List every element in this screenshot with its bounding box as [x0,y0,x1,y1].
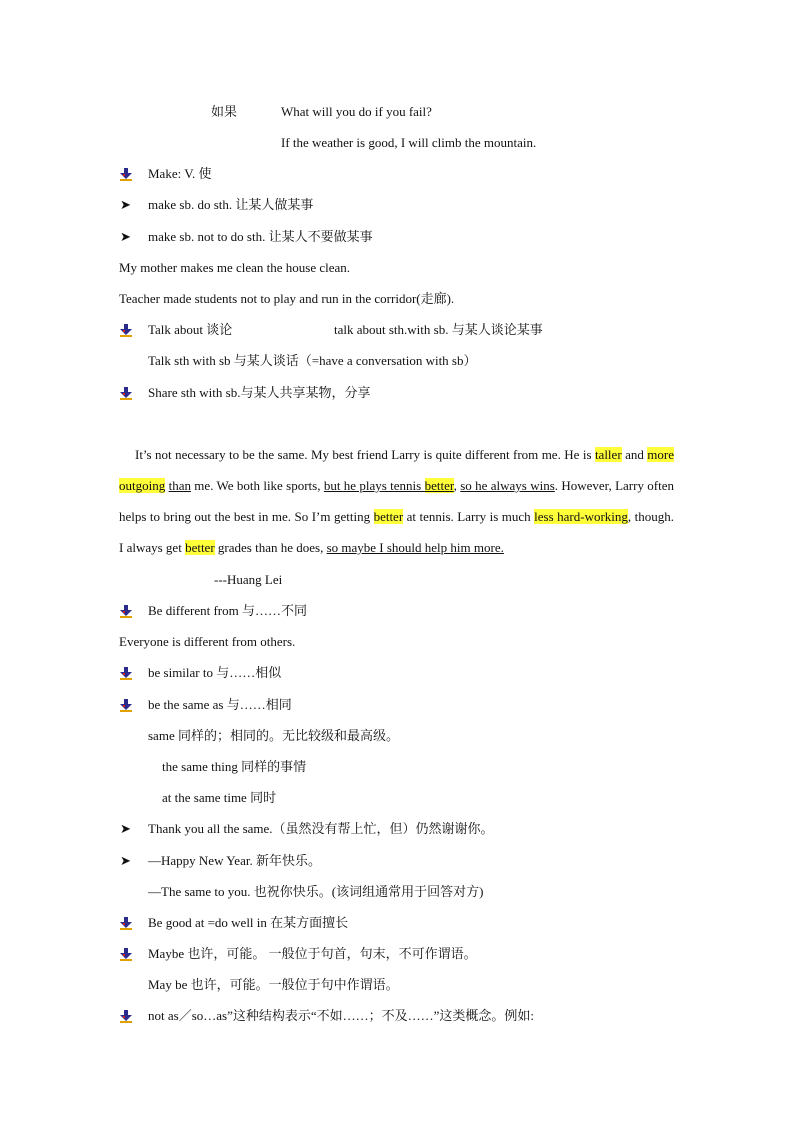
passage-text: , though. I always get [119,509,674,555]
arrow-bullet-icon: ➤ [120,229,131,244]
highlight-less-hard-working: less hard-working [534,509,628,524]
underline-maybe: so maybe I should help him more. [326,540,504,555]
bullet-icon [119,324,133,338]
ruguo-heading: 如果 [211,104,238,119]
thanks-same: Thank you all the same.（虽然没有帮上忙，但）仍然谢谢你。 [148,821,494,836]
notas-title: not as／so…as”这种结构表示“不如……；不及……”这类概念。例如: [148,1008,535,1023]
passage-text: , [453,478,461,493]
passage-text: . However, Larry often helps to bring out the best in me. So I’m getting [119,478,674,524]
talk-title: Talk about 谈论 [148,322,233,337]
passage-text: grades than he does, [214,540,327,555]
passage-text: It’s not necessary to be the same. My best friend Larry is quite different from me. He is [135,447,595,462]
highlight-better-2: better [373,509,404,524]
maybe-line-1: Maybe 也许，可能。 一般位于句首，句末，不可作谓语。 [148,946,477,961]
highlight-more-outgoing: more outgoing [119,447,674,493]
highlight-better-3: better [185,540,215,555]
make-example-1: My mother makes me clean the house clean. [119,260,351,275]
make-example-2: Teacher made students not to play and run in the corridor(走廊). [119,291,455,306]
highlight-better-1: better [424,478,454,493]
arrow-bullet-icon: ➤ [120,821,131,836]
similar-title: be similar to 与……相似 [148,665,282,680]
same-thing: the same thing 同样的事情 [162,759,307,774]
arrow-bullet-icon: ➤ [120,197,131,212]
arrow-bullet-icon: ➤ [120,853,131,868]
happy-new-year: —Happy New Year. 新年快乐。 [148,853,321,868]
bullet-icon [119,917,133,931]
ruguo-example-2: If the weather is good, I will climb the mountain. [281,135,537,150]
bullet-icon [119,1010,133,1024]
passage-text: me. We both like sports, [190,478,324,493]
bullet-icon [119,667,133,681]
ruguo-example-1: What will you do if you fail? [281,104,432,119]
different-example: Everyone is different from others. [119,634,296,649]
highlight-taller: taller [594,447,622,462]
underline-wins: so he always wins [460,478,555,493]
bullet-icon [119,168,133,182]
make-pattern-2: make sb. not to do sth. 让某人不要做某事 [148,229,373,244]
sameas-title: be the same as 与……相同 [148,697,292,712]
passage-paragraph [119,439,674,563]
bullet-icon [119,605,133,619]
passage-author: ---Huang Lei [214,572,283,587]
underline-plays [324,478,454,493]
passage-text: and [621,447,648,462]
bullet-icon [119,948,133,962]
maybe-line-2: May be 也许，可能。一般位于句中作谓语。 [148,977,399,992]
same-definition: same 同样的；相同的。无比较级和最高级。 [148,728,399,743]
bullet-icon [119,699,133,713]
make-title: Make: V. 使 [148,166,212,181]
different-title: Be different from 与……不同 [148,603,307,618]
underline-plays-text: but he plays tennis [323,478,425,493]
passage-text: at tennis. Larry is much [403,509,535,524]
talk-col2: talk about sth.with sb. 与某人谈论某事 [334,322,543,337]
same-to-you: —The same to you. 也祝你快乐。(该词组通常用于回答对方) [148,884,484,899]
underline-than: than [168,478,191,493]
make-pattern-1: make sb. do sth. 让某人做某事 [148,197,314,212]
share-title: Share sth with sb.与某人共享某物，分享 [148,385,371,400]
bullet-icon [119,387,133,401]
same-time: at the same time 同时 [162,790,277,805]
goodat-title: Be good at =do well in 在某方面擅长 [148,915,349,930]
talk-line2: Talk sth with sb 与某人谈话（=have a conversation with sb） [148,353,477,368]
